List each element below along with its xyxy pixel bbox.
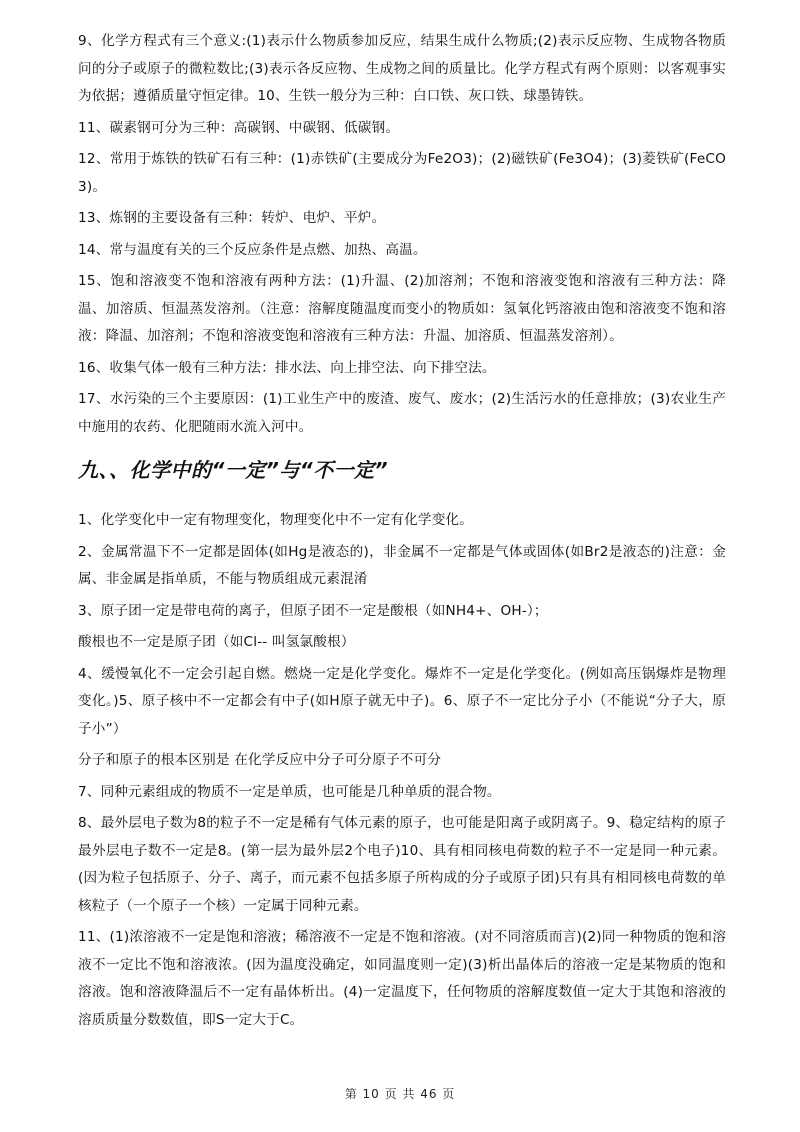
page-content (78, 28, 726, 1038)
paragraph-item-9-10: 9、化学方程式有三个意义:(1)表示什么物质参加反应，结果生成什么物质;(2)表示反应物、生成物各物质问的分子或原子的微粒数比;(3)表示各反应物、生成物之间的质量比。化学方程式有两个原则：以客观事实为依据；遵循质量守恒定律。10、生铁一般分为三种：白口铁、灰口铁、球墨铸铁。 (78, 33, 726, 104)
paragraph-b-3: 3、原子团一定是带电荷的离子，但原子团不一定是酸根（如NH4+、OH-）； (78, 602, 548, 619)
paragraph-b-3-note: 酸根也不一定是原子团（如Cl-- 叫氢氯酸根） (78, 634, 355, 650)
section-heading: 九、、化学中的“一定”与“不一定” (78, 458, 389, 482)
paragraph-b-1: 1、化学变化中一定有物理变化，物理变化中不一定有化学变化。 (78, 512, 474, 528)
paragraph-item-14: 14、常与温度有关的三个反应条件是点燃、加热、高温。 (78, 241, 427, 258)
paragraph-b-molecule-atom: 分子和原子的根本区别是 在化学反应中分子可分原子不可分 (78, 752, 442, 768)
paragraph-item-12: 12、常用于炼铁的铁矿石有三种：(1)赤铁矿(主要成分为Fe2O3)；(2)磁铁矿(Fe3O4)；(3)菱铁矿(FeCO3)。 (78, 151, 726, 195)
paragraph-item-11: 11、碳素钢可分为三种：高碳钢、中碳钢、低碳钢。 (78, 119, 400, 136)
paragraph-item-16: 16、收集气体一般有三种方法：排水法、向上排空法、向下排空法。 (78, 359, 496, 376)
paragraph-b-7: 7、同种元素组成的物质不一定是单质，也可能是几种单质的混合物。 (78, 783, 501, 800)
paragraph-b-4-6: 4、缓慢氧化不一定会引起自燃。燃烧一定是化学变化。爆炸不一定是化学变化。(例如高压锅爆炸是物理变化。)5、原子核中不一定都会有中子(如H原子就无中子)。6、原子不一定比分子小（不能说“分子大，原子小”） (78, 665, 726, 737)
paragraph-item-17: 17、水污染的三个主要原因：(1)工业生产中的废渣、废气、废水；(2)生活污水的任意排放；(3)农业生产中施用的农药、化肥随雨水流入河中。 (78, 391, 726, 435)
paragraph-b-2: 2、金属常温下不一定都是固体(如Hg是液态的)，非金属不一定都是气体或固体(如Br2是液态的)注意：金属、非金属是指单质，不能与物质组成元素混淆 (78, 543, 726, 587)
paragraph-b-8-10: 8、最外层电子数为8的粒子不一定是稀有气体元素的原子，也可能是阳离子或阴离子。9、稳定结构的原子最外层电子数不一定是8。(第一层为最外层2个电子)10、具有相同核电荷数的粒子不一定是同一种元素。(因为粒子包括原子、分子、离子，而元素不包括多原子所构成的分子或原子团)只有具有相同核电荷数的单核粒子（一个原子一个核）一定属于同种元素。 (78, 815, 726, 914)
paragraph-item-15: 15、饱和溶液变不饱和溶液有两种方法：(1)升温、(2)加溶剂；不饱和溶液变饱和溶液有三种方法：降温、加溶质、恒温蒸发溶剂。（注意：溶解度随温度而变小的物质如：氢氧化钙溶液由饱和溶液变不饱和溶液：降温、加溶剂；不饱和溶液变饱和溶液有三种方法：升温、加溶质、恒温蒸发溶剂）。 (78, 273, 726, 344)
page-footer: 第 10 页 共 46 页 (344, 1087, 456, 1101)
paragraph-b-11: 11、(1)浓溶液不一定是饱和溶液；稀溶液不一定是不饱和溶液。(对不同溶质而言)(2)同一种物质的饱和溶液不一定比不饱和溶液浓。(因为温度没确定，如同温度则一定)(3)析出晶体后的溶液一定是某物质的饱和溶液。饱和溶液降温后不一定有晶体析出。(4)一定温度下，任何物质的溶解度数值一定大于其饱和溶液的溶质质量分数数值，即S一定大于C。 (78, 929, 726, 1028)
paragraph-item-13: 13、炼钢的主要设备有三种：转炉、电炉、平炉。 (78, 210, 386, 226)
